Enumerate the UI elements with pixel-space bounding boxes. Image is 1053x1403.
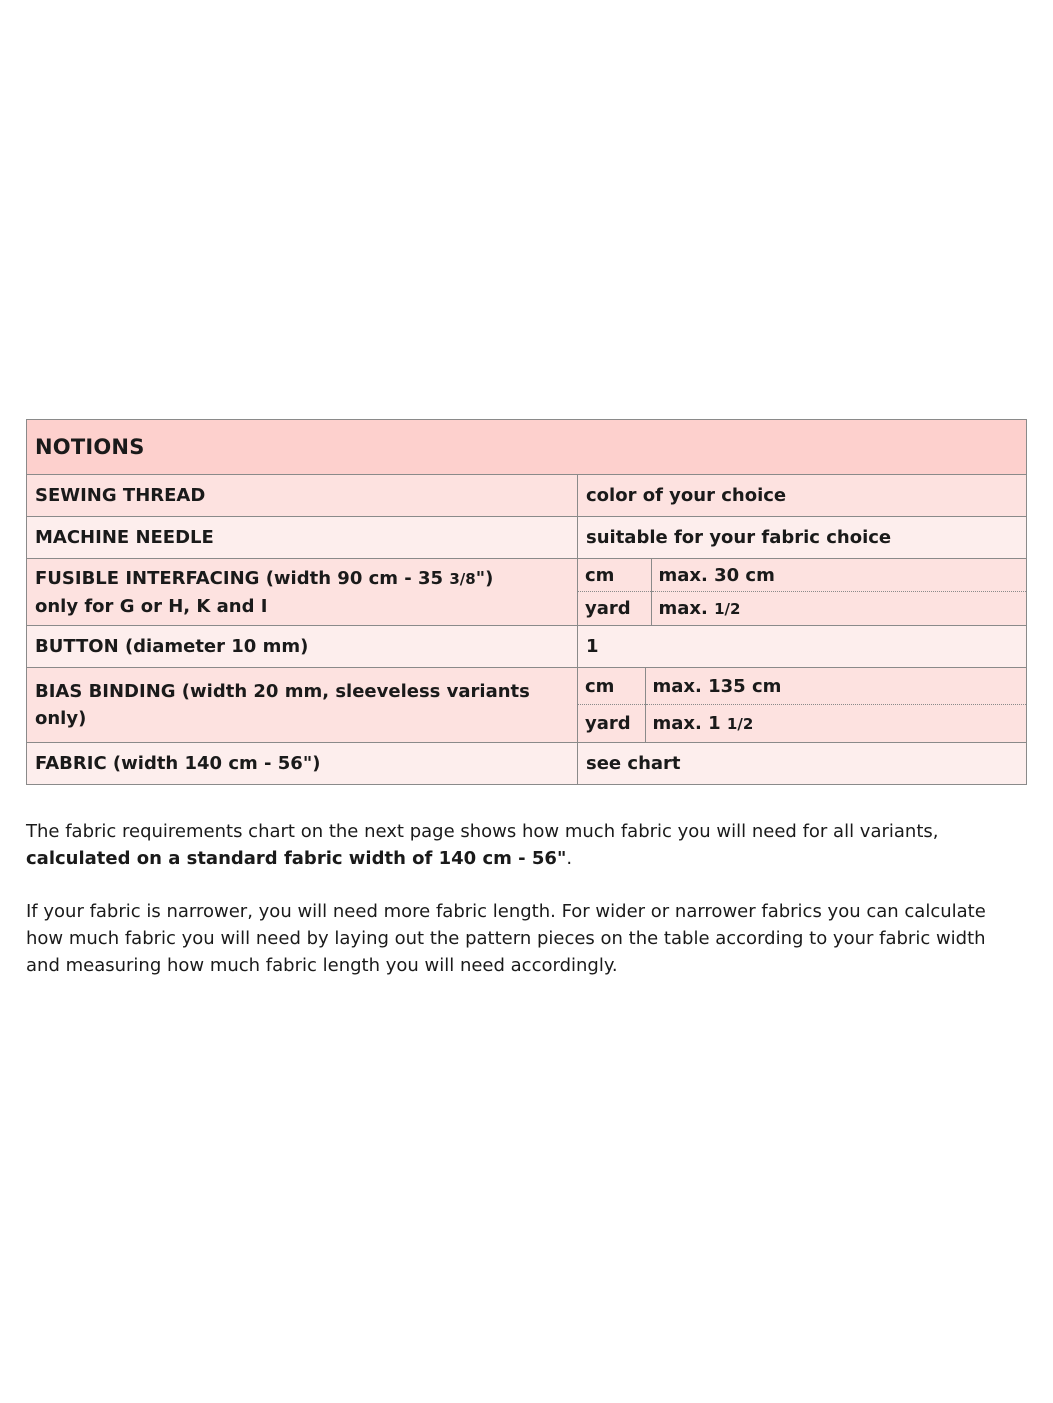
yard-value-prefix: max. xyxy=(658,598,715,619)
fabric-chart-text: The fabric requirements chart on the next page shows how much fabric you will need for all variants, xyxy=(26,821,939,842)
yard-value-fraction: 1/2 xyxy=(714,600,741,618)
unit-cm: cm xyxy=(578,559,651,592)
fusible-interfacing-label-line1-end: ") xyxy=(475,567,494,589)
bias-binding-yard-value xyxy=(645,705,1026,743)
fusible-interfacing-values xyxy=(578,559,1027,626)
table-row xyxy=(27,668,1027,743)
unit-yard: yard xyxy=(578,592,651,626)
machine-needle-value: suitable for your fabric choice xyxy=(578,517,1027,559)
notions-table xyxy=(26,419,1027,785)
yard-value-prefix: max. 1 xyxy=(652,713,727,734)
table-row xyxy=(27,475,1027,517)
fusible-interfacing-cm-value: max. 30 cm xyxy=(651,559,1026,592)
bias-binding-label: BIAS BINDING (width 20 mm, sleeveless variants only) xyxy=(27,668,578,743)
fabric-chart-paragraph xyxy=(26,818,986,872)
notions-header-row xyxy=(27,420,1027,475)
unit-yard: yard xyxy=(578,705,645,743)
yard-value-fraction: 1/2 xyxy=(726,715,754,733)
table-row xyxy=(27,517,1027,559)
fusible-interfacing-label-line1: FUSIBLE INTERFACING (width 90 cm - 35 xyxy=(35,567,450,589)
button-label: BUTTON (diameter 10 mm) xyxy=(27,626,578,668)
notions-title: NOTIONS xyxy=(27,420,1027,475)
sewing-thread-label: SEWING THREAD xyxy=(27,475,578,517)
unit-cm: cm xyxy=(578,668,645,705)
fusible-interfacing-label-line2: only for G or H, K and I xyxy=(35,595,268,617)
fusible-interfacing-label xyxy=(27,559,578,626)
button-value: 1 xyxy=(578,626,1027,668)
bias-binding-cm-value: max. 135 cm xyxy=(645,668,1026,705)
fabric-chart-text-end: . xyxy=(566,848,573,869)
table-row xyxy=(27,559,1027,626)
table-row xyxy=(27,626,1027,668)
fusible-interfacing-subtable xyxy=(578,559,1026,625)
sewing-thread-value: color of your choice xyxy=(578,475,1027,517)
machine-needle-label: MACHINE NEEDLE xyxy=(27,517,578,559)
narrow-fabric-paragraph: If your fabric is narrower, you will need more fabric length. For wider or narrower fabrics you can calculate how much fabric you will need by laying out the pattern pieces on the table according to your fabric width and measuring how much fabric length you will need accordingly. xyxy=(26,901,986,976)
fabric-chart-bold-text: calculated on a standard fabric width of 140 cm - 56" xyxy=(26,848,567,869)
bias-binding-values xyxy=(578,668,1027,743)
table-row xyxy=(27,743,1027,785)
bias-binding-subtable xyxy=(578,668,1026,742)
fabric-label: FABRIC (width 140 cm - 56") xyxy=(27,743,578,785)
fusible-interfacing-yard-value xyxy=(651,592,1026,626)
fabric-value: see chart xyxy=(578,743,1027,785)
fusible-interfacing-width-fraction: 3/8 xyxy=(449,569,476,588)
